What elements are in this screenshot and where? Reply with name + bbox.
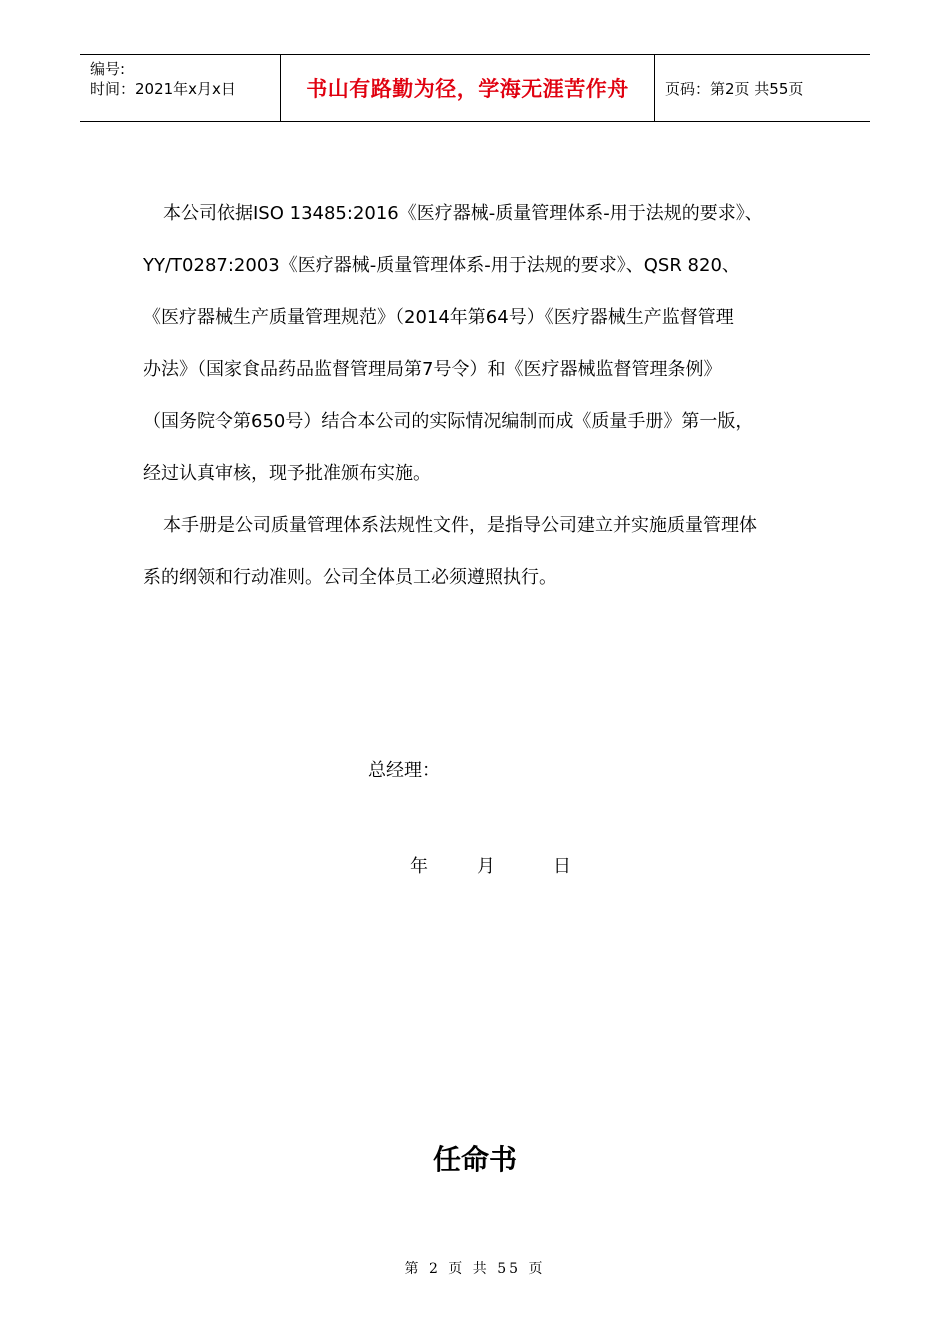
header-motto: 书山有路勤为径，学海无涯苦作舟: [281, 55, 655, 121]
para2-line-1: 本手册是公司质量管理体系法规性文件，是指导公司建立并实施质量管理体: [163, 515, 757, 536]
document-time-label: 时间：2021年x月x日: [90, 80, 236, 98]
date-year: 年: [410, 856, 428, 877]
approval-statement: [143, 188, 813, 604]
header-meta-cell: [80, 55, 281, 121]
para1-line-2: YY/T0287:2003《医疗器械-质量管理体系-用于法规的要求》、QSR 820、: [143, 255, 740, 276]
document-header: [80, 54, 870, 122]
para2-line-2: 系的纲领和行动准则。公司全体员工必须遵照执行。: [143, 567, 557, 588]
date-day: 日: [553, 856, 571, 877]
para1-line-4: 办法》（国家食品药品监督管理局第7号令）和《医疗器械监督管理条例》: [143, 359, 722, 380]
header-page-label: 页码：第2页 共55页: [665, 79, 804, 98]
para1-line-3: 《医疗器械生产质量管理规范》（2014年第64号）《医疗器械生产监督管理: [143, 307, 734, 328]
general-manager-signature-label: 总经理：: [368, 760, 440, 781]
document-number-label: 编号:: [90, 60, 126, 78]
date-month: 月: [477, 856, 495, 877]
section-title: 任命书: [432, 1143, 517, 1176]
para1-line-5: （国务院令第650号）结合本公司的实际情况编制而成《质量手册》第一版，: [143, 411, 754, 432]
page-footer: 第 2 页 共 55 页: [404, 1261, 546, 1277]
para1-line-1: 本公司依据ISO 13485:2016《医疗器械-质量管理体系-用于法规的要求》、: [163, 203, 763, 224]
para1-line-6: 经过认真审核，现予批准颁布实施。: [143, 463, 431, 484]
